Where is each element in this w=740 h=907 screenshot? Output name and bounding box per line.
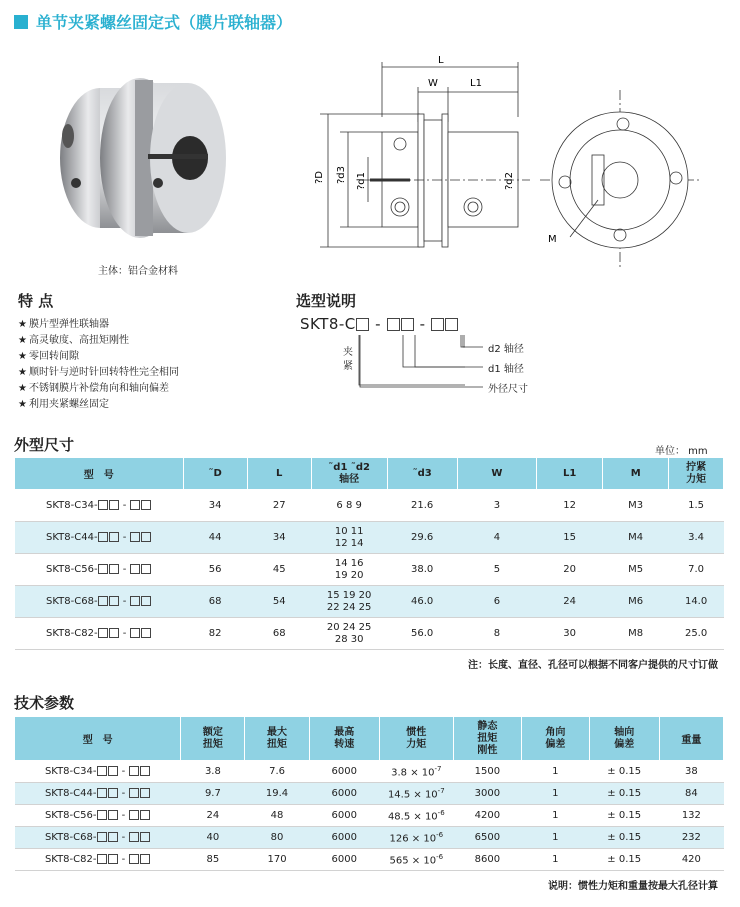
cell-d3: 21.6 (387, 490, 457, 522)
cell-L1: 30 (537, 618, 603, 650)
cell-max: 80 (245, 827, 309, 849)
cell-torque: 14.0 (669, 586, 724, 618)
col-header: 额定 扭矩 (181, 717, 245, 761)
table-header-row (15, 458, 724, 490)
cell-d: 20 24 25 28 30 (311, 618, 387, 650)
page-title-text: 单节夹紧螺丝固定式（膜片联轴器） (36, 13, 293, 32)
cell-d: 10 11 12 14 (311, 522, 387, 554)
end-view-drawing (540, 90, 700, 270)
feature-item: ★ 膜片型弹性联轴器 (18, 317, 179, 333)
cell-L: 27 (247, 490, 311, 522)
cell-stiffness: 4200 (453, 805, 521, 827)
dim-label-L1: L1 (470, 78, 482, 89)
model-cell: SKT8-C56- - (15, 554, 184, 586)
cell-weight: 420 (659, 849, 723, 871)
cell-inertia: $48.5 \times 10^{-6}$ (379, 805, 453, 827)
cell-speed: 6000 (309, 761, 379, 783)
col-header: 静态 扭矩 刚性 (453, 717, 521, 761)
feature-item: ★ 不锈钢膜片补偿角向和轴向偏差 (18, 381, 179, 397)
table-row (15, 618, 724, 650)
selection-pointer-lines (343, 335, 483, 395)
cell-stiffness: 3000 (453, 783, 521, 805)
cell-axial: ± 0.15 (589, 849, 659, 871)
cell-L: 68 (247, 618, 311, 650)
tech-note: 说明：惯性力矩和重量按最大孔径计算 (548, 881, 718, 892)
cell-W: 6 (457, 586, 536, 618)
title-square-icon (14, 15, 28, 29)
cell-inertia: $14.5 \times 10^{-7}$ (379, 783, 453, 805)
cell-max: 7.6 (245, 761, 309, 783)
cell-rated: 9.7 (181, 783, 245, 805)
cell-L1: 24 (537, 586, 603, 618)
cell-d: 14 16 19 20 (311, 554, 387, 586)
cell-axial: ± 0.15 (589, 805, 659, 827)
cell-d3: 56.0 (387, 618, 457, 650)
selection-heading: 选型说明 (296, 292, 357, 310)
cell-rated: 3.8 (181, 761, 245, 783)
model-cell: SKT8-C82- - (15, 849, 181, 871)
cell-rated: 40 (181, 827, 245, 849)
cell-M: M3 (603, 490, 669, 522)
model-cell: SKT8-C34- - (15, 490, 184, 522)
table-row (15, 490, 724, 522)
cell-weight: 232 (659, 827, 723, 849)
dim-label-L: L (438, 55, 444, 66)
coupling-photo (40, 58, 240, 256)
cell-D: 68 (183, 586, 247, 618)
cell-torque: 1.5 (669, 490, 724, 522)
cell-weight: 132 (659, 805, 723, 827)
cell-W: 8 (457, 618, 536, 650)
model-cell: SKT8-C44- - (15, 783, 181, 805)
dimensions-note: 注：长度、直径、孔径可以根据不同客户提供的尺寸订做 (468, 660, 718, 671)
cell-inertia: $565 \times 10^{-6}$ (379, 849, 453, 871)
features-heading: 特 点 (18, 292, 54, 310)
cell-angular: 1 (522, 783, 590, 805)
cell-L1: 15 (537, 522, 603, 554)
cell-d: 15 19 20 22 24 25 (311, 586, 387, 618)
tech-heading: 技术参数 (14, 694, 75, 712)
label-clamp: 夹紧 (343, 347, 353, 372)
cell-stiffness: 8600 (453, 849, 521, 871)
cell-torque: 25.0 (669, 618, 724, 650)
cell-angular: 1 (522, 849, 590, 871)
cell-rated: 24 (181, 805, 245, 827)
col-header: 惯性 力矩 (379, 717, 453, 761)
col-header: 轴向 偏差 (589, 717, 659, 761)
table-row (15, 554, 724, 586)
cell-W: 4 (457, 522, 536, 554)
dimensions-heading: 外型尺寸 (14, 436, 75, 454)
side-view-drawing (300, 52, 540, 262)
col-header: ˜d1 ˜d2 轴径 (311, 458, 387, 490)
col-header: L1 (537, 458, 603, 490)
col-header: 拧紧 力矩 (669, 458, 724, 490)
cell-M: M5 (603, 554, 669, 586)
feature-item: ★ 零回转间隙 (18, 349, 179, 365)
feature-item: ★ 顺时针与逆时针回转特性完全相同 (18, 365, 179, 381)
tech-table (14, 716, 724, 871)
cell-d3: 29.6 (387, 522, 457, 554)
cell-d3: 46.0 (387, 586, 457, 618)
col-header: W (457, 458, 536, 490)
cell-axial: ± 0.15 (589, 783, 659, 805)
feature-item: ★ 利用夹紧螺丝固定 (18, 397, 179, 413)
cell-speed: 6000 (309, 827, 379, 849)
table-row (15, 849, 724, 871)
model-cell: SKT8-C44- - (15, 522, 184, 554)
cell-max: 19.4 (245, 783, 309, 805)
cell-W: 5 (457, 554, 536, 586)
table-header-row (15, 717, 724, 761)
features-section (18, 290, 179, 413)
col-header: 角向 偏差 (522, 717, 590, 761)
cell-angular: 1 (522, 805, 590, 827)
cell-L1: 20 (537, 554, 603, 586)
cell-d: 6 8 9 (311, 490, 387, 522)
col-header: 最大 扭矩 (245, 717, 309, 761)
cell-rated: 85 (181, 849, 245, 871)
cell-d3: 38.0 (387, 554, 457, 586)
cell-M: M4 (603, 522, 669, 554)
cell-speed: 6000 (309, 783, 379, 805)
cell-L: 54 (247, 586, 311, 618)
cell-torque: 7.0 (669, 554, 724, 586)
cell-max: 170 (245, 849, 309, 871)
cell-weight: 84 (659, 783, 723, 805)
code-dash: - (419, 315, 426, 333)
cell-stiffness: 1500 (453, 761, 521, 783)
model-cell: SKT8-C68- - (15, 827, 181, 849)
feature-item: ★ 高灵敏度、高扭矩刚性 (18, 333, 179, 349)
cell-inertia: $3.8 \times 10^{-7}$ (379, 761, 453, 783)
table-row (15, 827, 724, 849)
col-header: M (603, 458, 669, 490)
cell-stiffness: 6500 (453, 827, 521, 849)
dim-label-M: M (548, 234, 557, 245)
code-prefix: SKT8-C (300, 315, 356, 333)
dim-label-D: ?D (314, 170, 325, 184)
code-dash: - (375, 315, 381, 333)
table-row (15, 805, 724, 827)
cell-speed: 6000 (309, 805, 379, 827)
cell-W: 3 (457, 490, 536, 522)
cell-L: 34 (247, 522, 311, 554)
cell-weight: 38 (659, 761, 723, 783)
col-header: 型 号 (15, 717, 181, 761)
selection-section (296, 290, 356, 311)
dim-label-W: W (428, 78, 438, 89)
table-row (15, 586, 724, 618)
table-row (15, 761, 724, 783)
cell-axial: ± 0.15 (589, 761, 659, 783)
col-header: 最高 转速 (309, 717, 379, 761)
model-cell: SKT8-C68- - (15, 586, 184, 618)
col-header: 型 号 (15, 458, 184, 490)
cell-angular: 1 (522, 827, 590, 849)
unit-label: 单位： mm (655, 446, 708, 457)
page-title (14, 10, 292, 33)
dim-label-d2: ?d2 (504, 171, 515, 190)
cell-D: 56 (183, 554, 247, 586)
cell-axial: ± 0.15 (589, 827, 659, 849)
cell-speed: 6000 (309, 849, 379, 871)
table-row (15, 783, 724, 805)
col-header: 重量 (659, 717, 723, 761)
selection-code (300, 315, 459, 333)
label-outer: 外径尺寸 (488, 384, 528, 395)
col-header: ˜d3 (387, 458, 457, 490)
model-cell: SKT8-C82- - (15, 618, 184, 650)
photo-caption: 主体：铝合金材料 (98, 266, 178, 277)
table-row (15, 522, 724, 554)
label-d1: d1 轴径 (488, 364, 524, 375)
cell-L: 45 (247, 554, 311, 586)
cell-L1: 12 (537, 490, 603, 522)
cell-inertia: $126 \times 10^{-6}$ (379, 827, 453, 849)
dim-label-d1: ?d1 (356, 171, 367, 190)
cell-D: 82 (183, 618, 247, 650)
model-cell: SKT8-C34- - (15, 761, 181, 783)
col-header: L (247, 458, 311, 490)
label-d2: d2 轴径 (488, 344, 524, 355)
cell-torque: 3.4 (669, 522, 724, 554)
cell-angular: 1 (522, 761, 590, 783)
cell-M: M6 (603, 586, 669, 618)
col-header: ˜D (183, 458, 247, 490)
dim-label-d3: ?d3 (336, 165, 347, 184)
cell-max: 48 (245, 805, 309, 827)
cell-D: 44 (183, 522, 247, 554)
cell-M: M8 (603, 618, 669, 650)
cell-D: 34 (183, 490, 247, 522)
model-cell: SKT8-C56- - (15, 805, 181, 827)
dimensions-table (14, 457, 724, 650)
